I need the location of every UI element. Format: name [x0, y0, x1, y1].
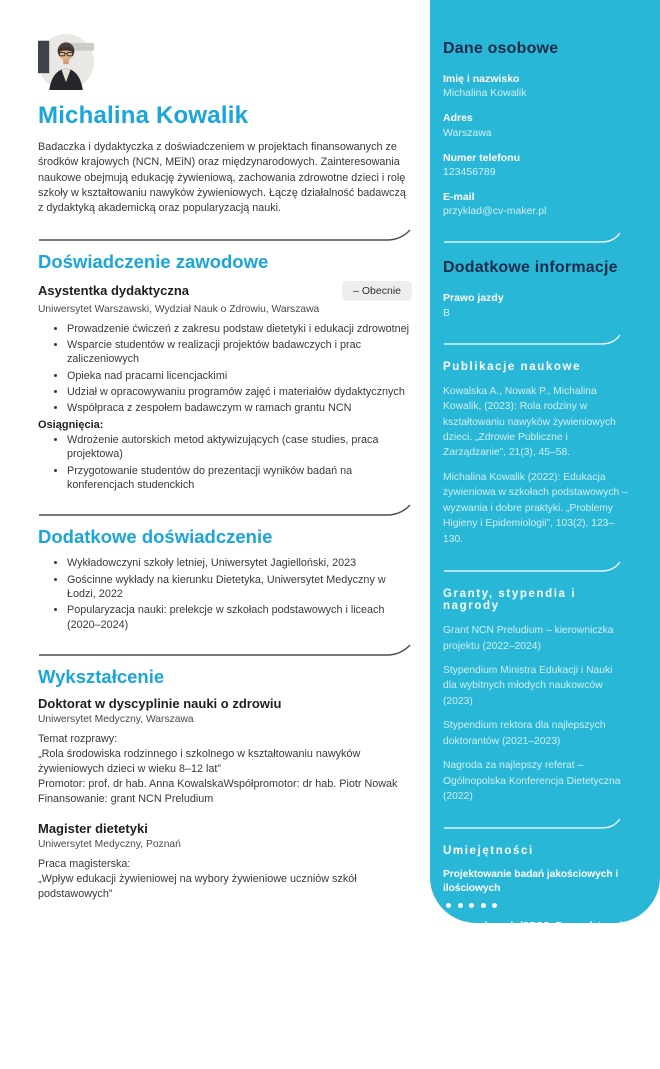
thesis-line: Finansowanie: grant NCN Preludium [38, 792, 214, 805]
field-full-name [443, 72, 628, 100]
education-msc [38, 821, 412, 902]
publications-title: Publikacje naukowe [443, 360, 582, 373]
summary-text: Badaczka i dydaktyczka z doświadczeniem w projektach finansowanych ze środków krajowych (NCN, MEiN) oraz międzynarodowych. Zainteresowania naukowe obejmują edukację żywieniową, zachowania zdrowotne dzieci i rolę szkoły w kształtowaniu nawyków żywieniowych. Łączę działalność badawczą z dydaktyką akademicką oraz popularyzacją nauki. [38, 141, 406, 215]
thesis-line: Temat rozprawy: [38, 733, 118, 746]
experience-title: Doświadczenie zawodowe [38, 250, 269, 272]
achievements-label: Osiągnięcia: [38, 418, 104, 431]
publication-item: Michalina Kowalik (2022): Edukacja żywieniowa w szkołach podstawowych – wyzwania i dobre praktyki. „Problemy Higieny i Epidemiologii”, 103(2), 123–130. [443, 471, 628, 545]
thesis-line: „Rola środowiska rodzinnego i szkolnego w kształtowaniu nawyków żywieniowych dzieci w wieku 8–12 lat” [38, 747, 361, 775]
thesis-line: „Wpływ edukacji żywieniowej na wybory żywieniowe uczniów szkół podstawowych” [38, 873, 357, 901]
experience-bullet: • Wsparcie studentów w realizacji projektów badawczych i prac zaliczeniowych [67, 338, 412, 367]
job-organization: Uniwersytet Warszawski, Wydział Nauk o Zdrowiu, Warszawa [38, 303, 320, 315]
skills-title: Umiejętności [443, 845, 534, 858]
skill-label: Wystąpienia publiczne [443, 1056, 552, 1068]
sidebar-divider [443, 232, 628, 243]
field-phone [443, 151, 628, 179]
section-divider [38, 229, 412, 241]
skill-label: Dydaktyka akademicka [443, 1036, 554, 1048]
profile-photo [38, 34, 94, 90]
thesis-line: Promotor: prof. dr hab. Anna KowalskaWspółpromotor: dr hab. Piotr Nowak [38, 777, 398, 790]
sidebar-grants [443, 588, 628, 804]
field-value: 123456789 [443, 165, 496, 178]
field-label: Adres [443, 112, 473, 125]
section-divider [38, 504, 412, 516]
grant-item: Stypendium rektora dla najlepszych doktorantów (2021–2023) [443, 720, 606, 747]
grant-item: Grant NCN Preludium – kierowniczka projektu (2022–2024) [443, 625, 614, 652]
skill-rating-dots [446, 1018, 497, 1023]
skill-item [443, 997, 628, 1028]
section-additional-experience [38, 526, 412, 632]
sidebar-additional-info [443, 259, 628, 319]
field-label: E-mail [443, 191, 475, 204]
additional-bullet: • Popularyzacja nauki: prelekcje w szkołach podstawowych i liceach (2020–2024) [67, 603, 412, 632]
field-value: przyklad@cv-maker.pl [443, 205, 547, 218]
achievement-bullet: • Wdrożenie autorskich metod aktywizujących (case studies, praca projektowa) [67, 433, 412, 462]
sidebar-divider [443, 818, 628, 829]
skill-rating-dots [446, 942, 497, 947]
field-value: B [443, 306, 451, 319]
degree-title: Doktorat w dyscyplinie nauki o zdrowiu [38, 696, 282, 712]
additional-bullet: • Wykładowczyni szkoły letniej, Uniwersytet Jagielloński, 2023 [67, 556, 412, 570]
grants-title: Granty, stypendia i nagrody [443, 588, 577, 613]
personal-data-title: Dane osobowe [443, 40, 559, 57]
achievements-list [38, 433, 412, 492]
skill-label: Analiza danych (SPSS, R – podstawy) [443, 921, 624, 933]
skill-item [443, 868, 628, 913]
sidebar-personal-data [443, 40, 628, 218]
experience-bullet: • Prowadzenie ćwiczeń z zakresu podstaw dietetyki i edukacji zdrowotnej [67, 322, 412, 336]
field-label: Imię i nazwisko [443, 73, 520, 85]
skill-item [443, 1056, 628, 1069]
field-driving-license [443, 291, 628, 319]
field-value: Warszawa [443, 126, 492, 139]
experience-bullet: • Współpraca z zespołem badawczym w ramach grantu NCN [67, 401, 412, 415]
candidate-name: Michalina Kowalik [38, 102, 249, 129]
skill-rating-dots [577, 1040, 628, 1045]
skill-item [443, 920, 628, 951]
experience-bullet: • Opieka nad pracami licencjackimi [67, 369, 412, 383]
grant-item: Stypendium Ministra Edukacji i Nauki dla wybitnych młodych naukowców (2023) [443, 664, 613, 707]
achievement-bullet: • Przygotowanie studentów do prezentacji wyników badań na konferencjach studenckich [67, 464, 412, 493]
job-title: Asystentka dydaktyczna [38, 283, 190, 299]
section-education [38, 666, 412, 902]
grant-item: Nagroda za najlepszy referat – Ogólnopolska Konferencja Dietetyczna (2022) [443, 760, 621, 803]
thesis-details [38, 857, 412, 902]
degree-organization: Uniwersytet Medyczny, Warszawa [38, 714, 194, 726]
field-address [443, 111, 628, 139]
thesis-line: Praca magisterska: [38, 858, 131, 871]
experience-bullet: • Udział w opracowywaniu programów zajęć i materiałów dydaktycznych [67, 385, 412, 399]
sidebar-publications [443, 361, 628, 547]
sidebar-skills [443, 845, 628, 1069]
field-label: Prawo jazdy [443, 292, 504, 305]
additional-experience-list [38, 556, 412, 632]
skill-label: Projektowanie badań jakościowych i ilościowych [443, 869, 619, 894]
current-badge: – Obecnie [342, 281, 412, 301]
experience-bullet-list [38, 322, 412, 416]
additional-bullet: • Gościnne wykłady na kierunku Dietetyka, Uniwersytet Medyczny w Łodzi, 2022 [67, 573, 412, 602]
additional-info-title: Dodatkowe informacje [443, 259, 618, 277]
thesis-details [38, 732, 412, 806]
sidebar [430, 0, 660, 1068]
skill-rating-dots [446, 903, 497, 908]
section-experience [38, 251, 412, 493]
field-value: Michalina Kowalik [443, 87, 527, 100]
skill-item [443, 959, 628, 990]
degree-title: Magister dietetyki [38, 821, 148, 837]
education-title: Wykształcenie [38, 666, 165, 688]
sidebar-divider [443, 334, 628, 345]
field-label: Numer telefonu [443, 151, 521, 164]
skill-item [443, 1035, 628, 1048]
skill-label: Pisanie artykułów naukowych [443, 959, 587, 971]
publication-item: Kowalska A., Nowak P., Michalina Kowalik, (2023): Rola rodziny w kształtowaniu nawyków żywieniowych dzieci. „Zdrowie Publiczne i Zarządzanie”, 21(3), 45–58. [443, 385, 616, 459]
section-divider [38, 644, 412, 656]
skill-label: Recenzowanie prac studenckich [443, 997, 599, 1009]
avatar-illustration [38, 34, 94, 90]
sidebar-divider [443, 561, 628, 572]
skill-rating-dots [446, 980, 497, 985]
additional-experience-title: Dodatkowe doświadczenie [38, 526, 273, 548]
degree-organization: Uniwersytet Medyczny, Poznań [38, 839, 181, 851]
field-email [443, 190, 628, 218]
education-phd [38, 696, 412, 806]
skill-rating-dots [577, 1060, 628, 1065]
